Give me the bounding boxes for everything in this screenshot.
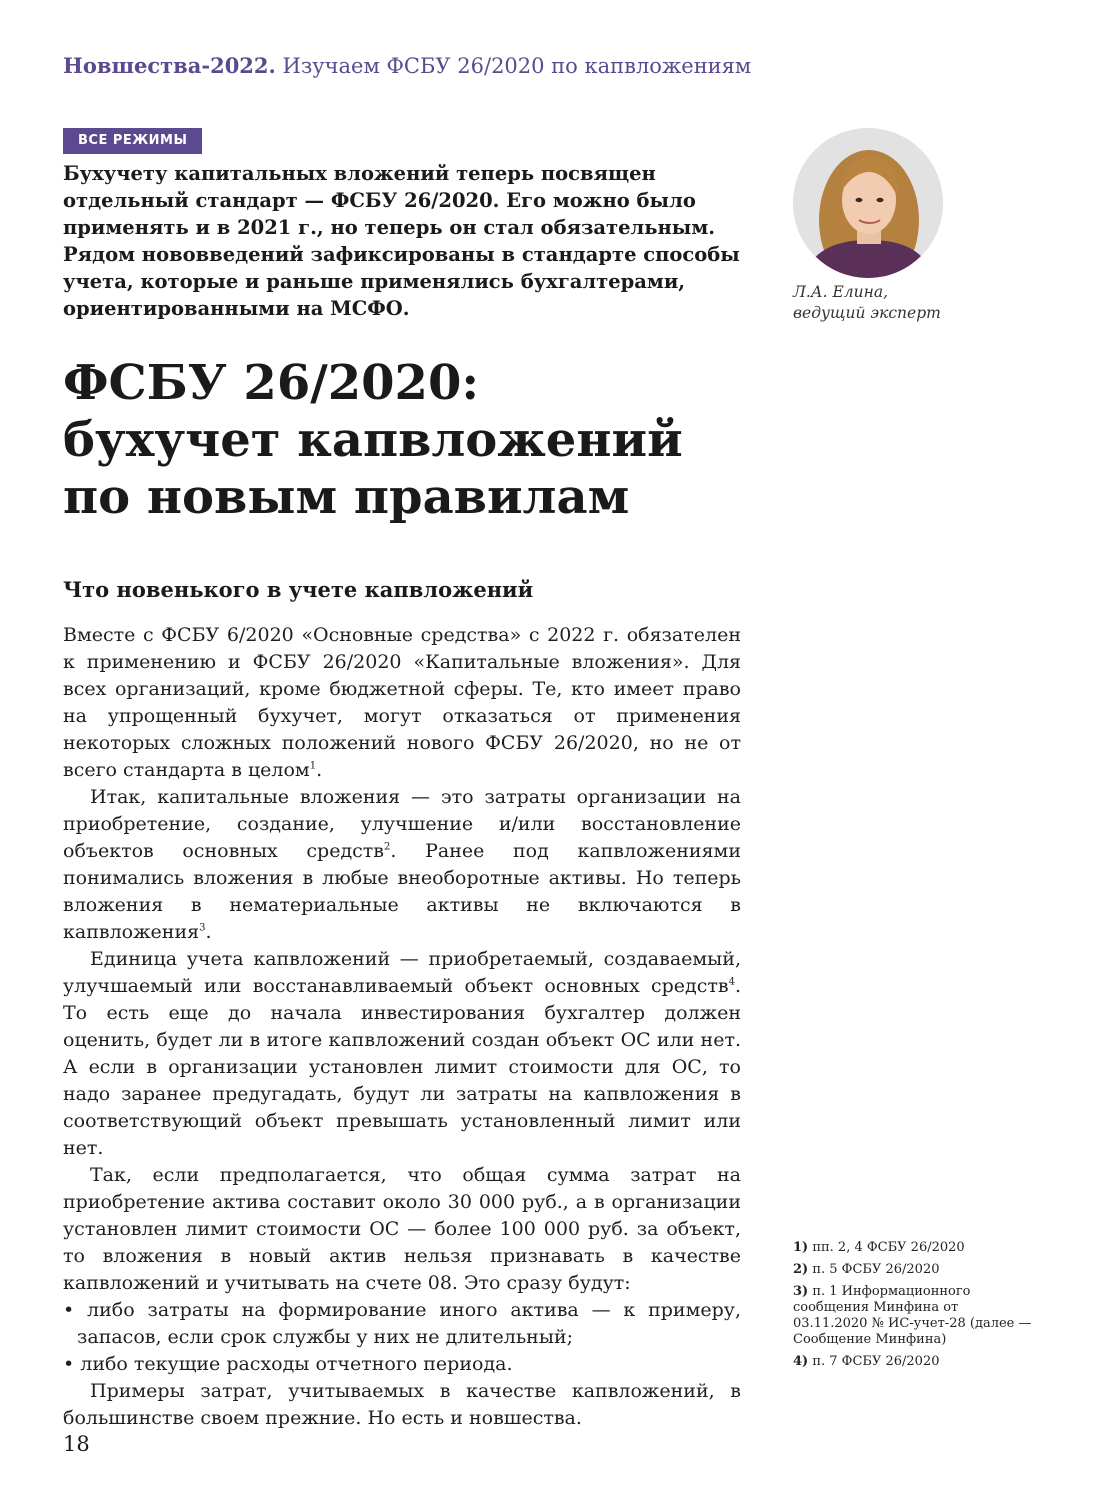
- paragraph-2: [63, 784, 741, 946]
- page-number: 18: [63, 1432, 90, 1456]
- author-role: ведущий эксперт: [793, 304, 941, 322]
- footnote-4-number: 4): [793, 1354, 809, 1369]
- author-portrait-illustration: [793, 128, 943, 278]
- footnote-4-text: п. 7 ФСБУ 26/2020: [808, 1354, 940, 1369]
- bullet-item-2: • либо текущие расходы отчетного периода.: [63, 1353, 513, 1375]
- title-line-3: по новым правилам: [63, 469, 630, 525]
- footnote-3-text: п. 1 Информационного сообщения Минфина от 03.11.2020 № ИС-учет-28 (далее — Сообщение Минфина): [793, 1284, 1032, 1347]
- author-name: Л.А. Елина,: [793, 283, 888, 301]
- paragraph-2-text-b: . Ранее под капвложениями понимались вложения в любые внеоборотные активы. Но теперь вложения в нематериальные активы не включаются в капвложения: [63, 840, 741, 943]
- article-title: [63, 355, 783, 526]
- paragraph-1-text: Вместе с ФСБУ 6/2020 «Основные средства» с 2022 г. обязателен к применению и ФСБУ 26/2020 «Капитальные вложения». Для всех организаций, кроме бюджетной сферы. Те, кто имеет право на упрощенный бухучет, могут отказаться от применения некоторых сложных положений нового ФСБУ 26/2020, но не от всего стандарта в целом: [63, 624, 741, 781]
- running-head-rest: Изучаем ФСБУ 26/2020 по капвложениям: [275, 54, 752, 78]
- regime-tag: ВСЕ РЕЖИМЫ: [63, 128, 202, 154]
- footnote-1-number: 1): [793, 1240, 809, 1255]
- running-head-prefix: Новшества-2022.: [63, 53, 276, 78]
- footnote-ref-3: 3: [199, 922, 206, 934]
- footnote-3: [793, 1284, 1033, 1348]
- paragraph-2-text-a: Итак, капитальные вложения — это затраты организации на приобретение, создание, улучшение и/или восстановление объектов основных средств: [63, 786, 741, 862]
- paragraph-3-text-b: . То есть еще до начала инвестирования бухгалтер должен оценить, будет ли в итоге капвложений создан объект ОС или нет. А если в организации установлен лимит стоимости для ОС, то надо заранее предугадать, будут ли затраты на капвложения в соответствующий объект превышать установленный лимит или нет.: [63, 975, 741, 1159]
- bullet-item-1: • либо затраты на формирование иного актива — к примеру, запасов, если срок службы у них не длительный;: [63, 1299, 741, 1348]
- footnote-ref-4: 4: [728, 976, 735, 988]
- paragraph-2-end: .: [205, 921, 212, 943]
- footnote-2: [793, 1262, 1033, 1278]
- footnote-4: [793, 1354, 1033, 1370]
- footnote-1: [793, 1240, 1033, 1256]
- footnote-2-number: 2): [793, 1262, 809, 1277]
- paragraph-4: Так, если предполагается, что общая сумма затрат на приобретение актива составит около 30 000 руб., а в организации установлен лимит стоимости ОС — более 100 000 руб. за объект, то вложения в новый актив нельзя признавать в качестве капвложений и учитывать на счете 08. Это сразу будут:: [63, 1164, 741, 1294]
- footnote-ref-2: 2: [384, 841, 391, 853]
- paragraph-3: [63, 946, 741, 1162]
- paragraph-1-end: .: [316, 759, 323, 781]
- article-body: [63, 622, 741, 1432]
- footnotes: [793, 1240, 1033, 1376]
- section-heading: Что новенького в учете капвложений: [63, 577, 534, 602]
- footnote-3-number: 3): [793, 1284, 809, 1299]
- running-head: [63, 53, 751, 78]
- title-line-1: ФСБУ 26/2020:: [63, 355, 480, 411]
- footnote-2-text: п. 5 ФСБУ 26/2020: [808, 1262, 940, 1277]
- footnote-1-text: пп. 2, 4 ФСБУ 26/2020: [808, 1240, 965, 1255]
- title-line-2: бухучет капвложений: [63, 412, 683, 468]
- footnote-ref-1: 1: [309, 760, 317, 772]
- author-caption: [793, 282, 941, 324]
- author-photo: [793, 128, 943, 278]
- paragraph-5: Примеры затрат, учитываемых в качестве капвложений, в большинстве своем прежние. Но есть и новшества.: [63, 1380, 741, 1429]
- paragraph-3-text-a: Единица учета капвложений — приобретаемый, создаваемый, улучшаемый или восстанавливаемый объект основных средств: [63, 948, 741, 997]
- lead-paragraph: Бухучету капитальных вложений теперь посвящен отдельный стандарт — ФСБУ 26/2020. Его можно было применять и в 2021 г., но теперь он стал обязательным. Рядом нововведений зафиксированы в стандарте способы учета, которые и раньше применялись бухгалтерами, ориентированными на МСФО.: [63, 162, 740, 320]
- paragraph-1: [63, 622, 741, 784]
